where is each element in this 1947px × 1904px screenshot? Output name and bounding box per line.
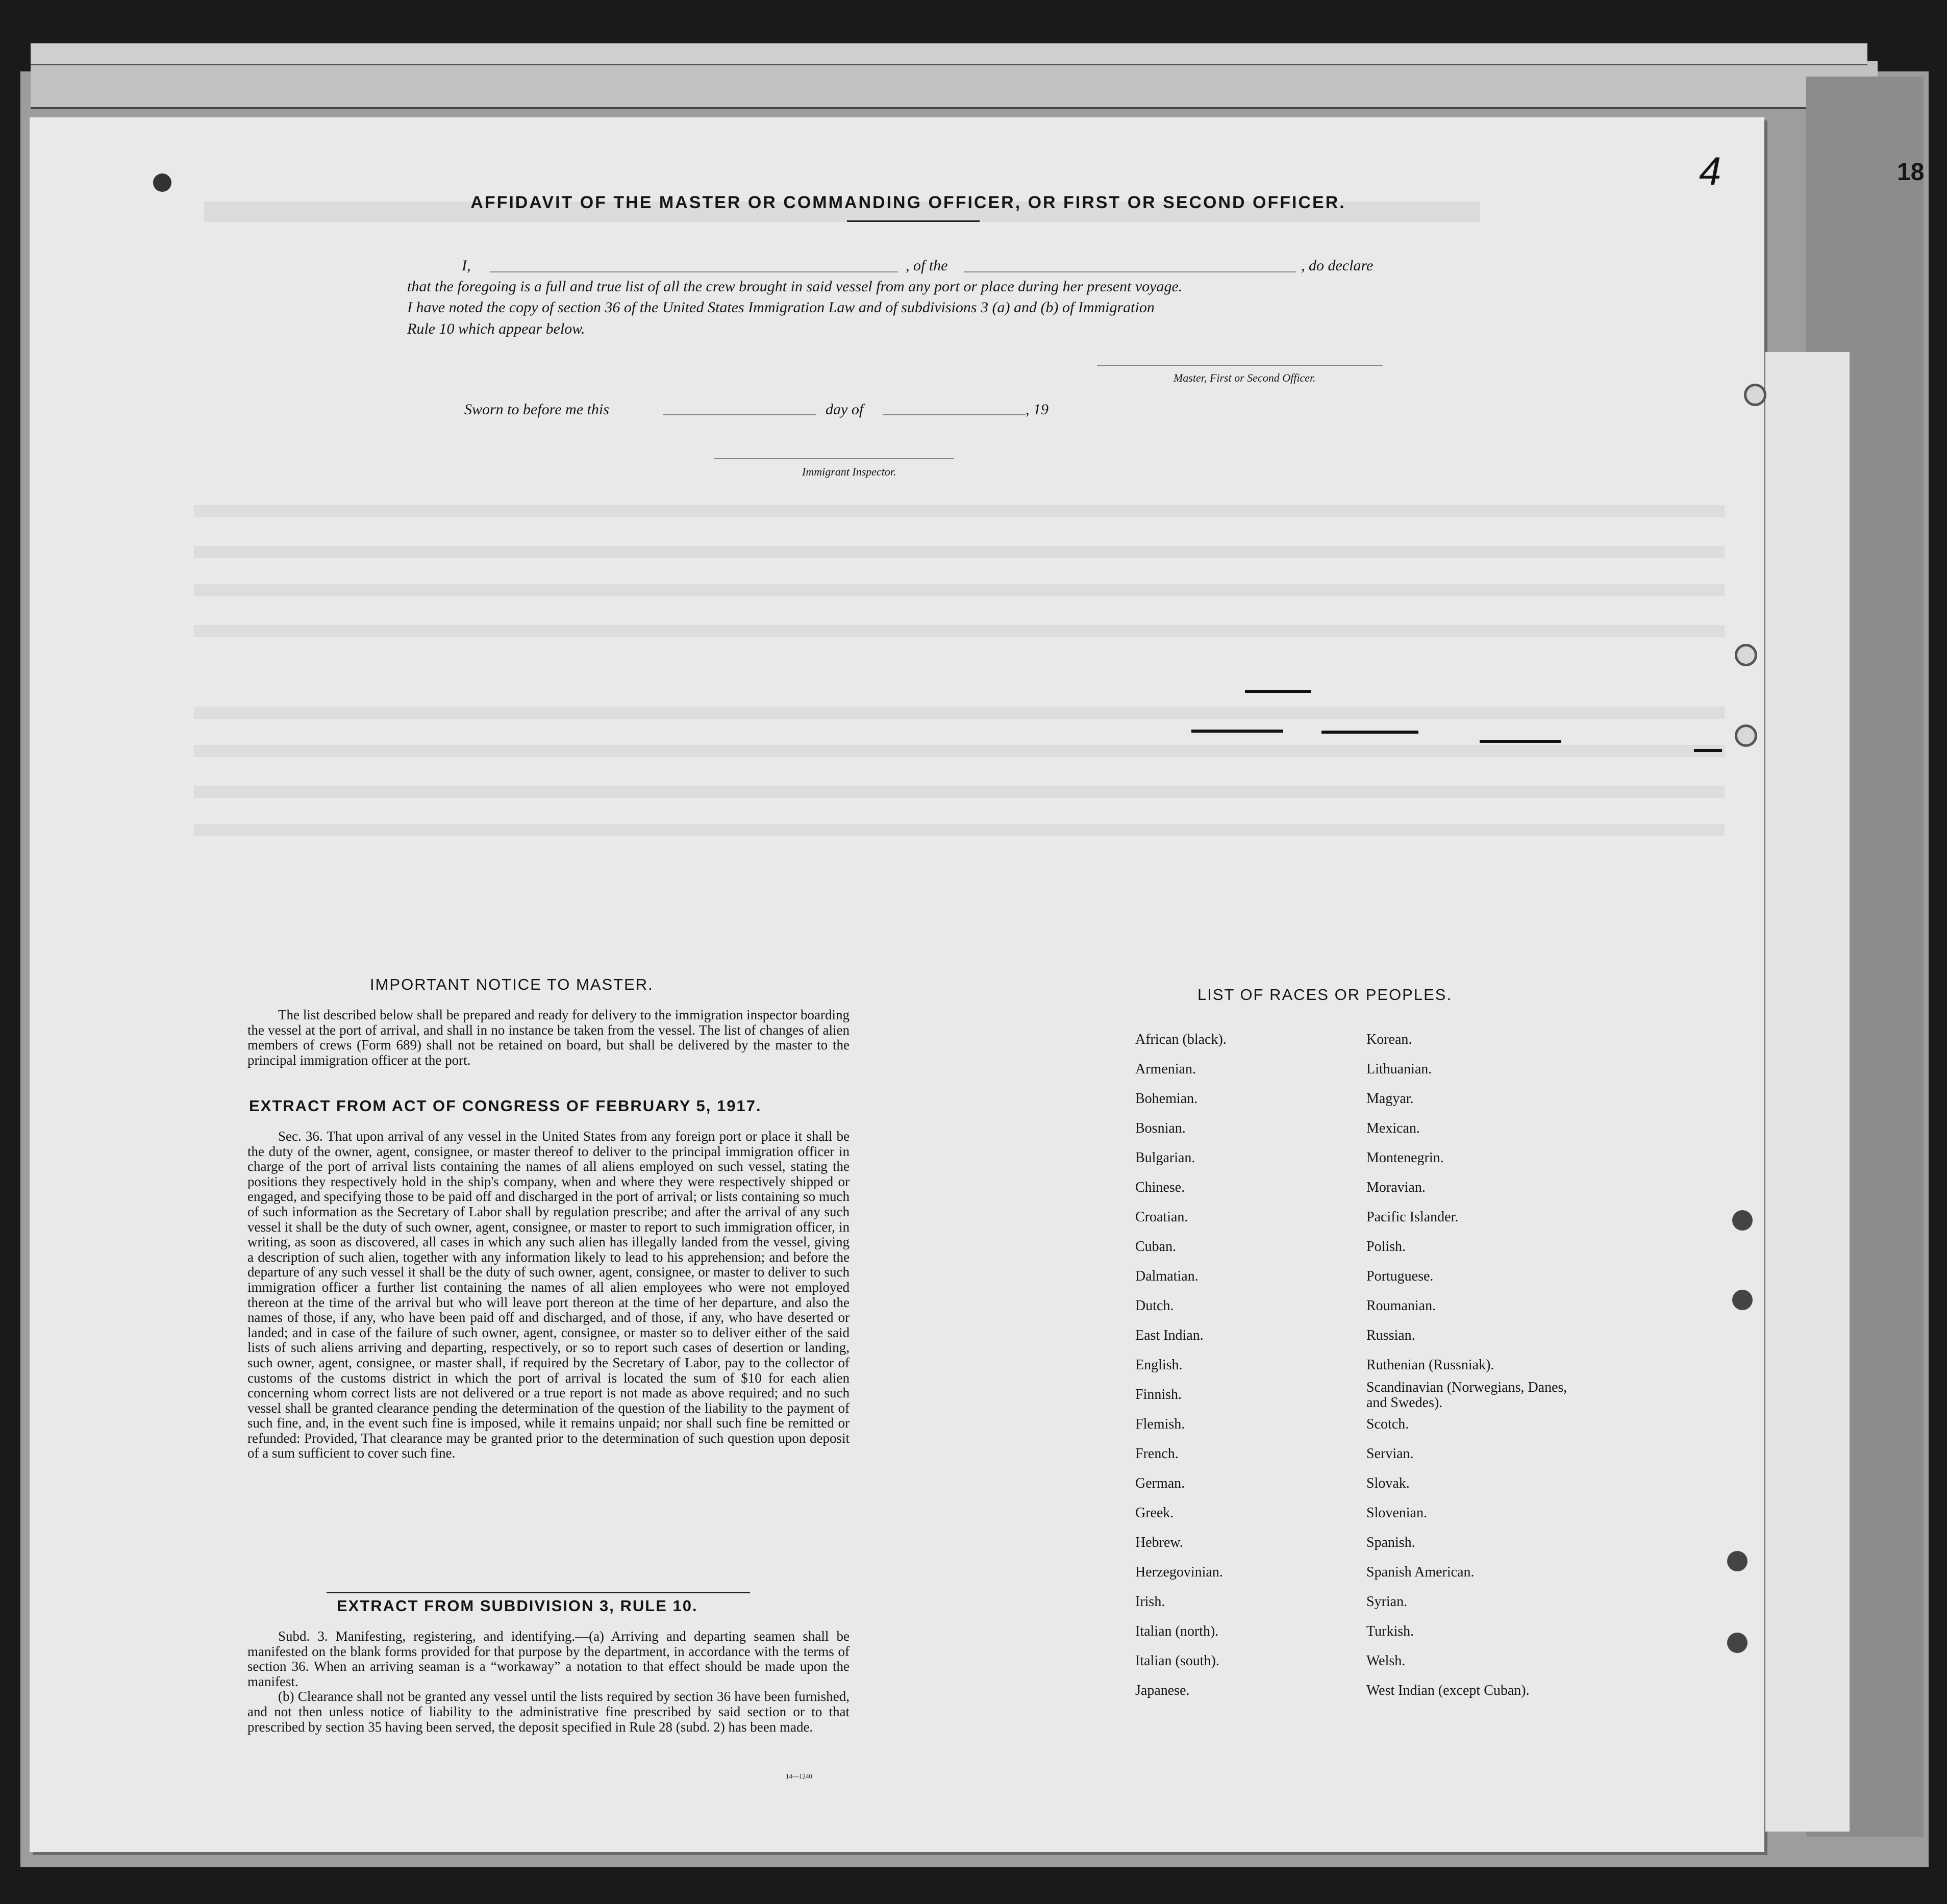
- race-item: French.: [1135, 1446, 1179, 1462]
- name-blank[interactable]: [490, 271, 898, 272]
- form-number: 14—1240: [786, 1772, 812, 1780]
- page-number-mark: 4: [1699, 148, 1721, 193]
- rule-paragraph-a: Subd. 3. Manifesting, registering, and identifying.—(a) Arriving and departing seamen shall be manifested on the blank forms provided for that purpose by the department, in accordance with the terms of section 36. When an arriving seaman is a “workaway” a notation to that effect should be made upon the manifest.: [247, 1629, 850, 1689]
- page-tab: [1765, 352, 1850, 1832]
- race-item: Irish.: [1135, 1594, 1165, 1610]
- race-item: Magyar.: [1366, 1091, 1414, 1107]
- inspector-signature-line[interactable]: [714, 458, 954, 459]
- race-item: Scotch.: [1366, 1416, 1409, 1432]
- punch-hole: [1732, 1290, 1753, 1310]
- notice-title: IMPORTANT NOTICE TO MASTER.: [370, 975, 654, 993]
- race-item: Turkish.: [1366, 1623, 1414, 1639]
- race-item: Italian (south).: [1135, 1653, 1219, 1669]
- affidavit-title: AFFIDAVIT OF THE MASTER OR COMMANDING OFFICER, OR FIRST OR SECOND OFFICER.: [470, 193, 1346, 212]
- race-item: Croatian.: [1135, 1209, 1188, 1225]
- race-item: Roumanian.: [1366, 1298, 1436, 1314]
- races-title: LIST OF RACES OR PEOPLES.: [1197, 986, 1453, 1004]
- race-item: Greek.: [1135, 1505, 1174, 1521]
- rule-extract-title: EXTRACT FROM SUBDIVISION 3, RULE 10.: [337, 1597, 698, 1615]
- race-item: Bohemian.: [1135, 1091, 1198, 1107]
- race-item: Chinese.: [1135, 1180, 1185, 1195]
- act-paragraph: Sec. 36. That upon arrival of any vessel in the United States from any foreign port or place it shall be the duty of the owner, agent, consignee, or master thereof to deliver to the principal immigration officer in charge of the port of arrival lists containing the names of all aliens employed on such vessel, stating the positions they respectively hold in the ship's company, when and where they were respectively shipped or engaged, and specifying those to be paid off and discharged in the port of arrival; or lists containing so much of such information as the Secretary of Labor shall by regulation prescribe; and after the arrival of any such vessel it shall be the duty of such owner, agent, consignee, or master to report to such immigration officer, in writing, as soon as discovered, all cases in which any such alien has illegally landed from the vessel, giving a description of such alien, together with any information likely to lead to his apprehension; and before the departure of any such vessel it shall be the duty of such owner, agent, consignee, or master to deliver to such immigration officer a further list containing the names of all alien employees who were not employed thereon at the time of the arrival but who will leave port thereon at the time of her departure, and also the names of those, if any, who have been paid off and discharged, and of those, if any, who have deserted or landed; and in case of the failure of such owner, agent, consignee, or master so to deliver either of the said lists of such aliens arriving and departing, respectively, or so to report such cases of desertion or landing, such owner, agent, consignee, or master shall, if required by the Secretary of Labor, pay to the collector of customs of the customs district in which the port of arrival is located the sum of $10 for each alien concerning whom correct lists are not delivered or a true report is not made as above required; and no such vessel shall be granted clearance pending the determination of the question of the liability to the payment of such fine, and, in the event such fine is imposed, while it remains unpaid; nor shall such fine be remitted or refunded: Provided, That clearance may be granted prior to the determination of such question upon deposit of a sum sufficient to cover such fine.: [247, 1129, 850, 1461]
- races-right-column: [1366, 1025, 1581, 1706]
- race-item: Ruthenian (Russniak).: [1366, 1357, 1494, 1373]
- rule-extract-body: [247, 1629, 850, 1735]
- race-item: Bosnian.: [1135, 1120, 1186, 1136]
- race-item: Pacific Islander.: [1366, 1209, 1459, 1225]
- race-item: Syrian.: [1366, 1594, 1408, 1610]
- bleed-through: [194, 625, 1725, 637]
- sheet-edge-top: [31, 43, 1867, 65]
- bleed-through: [194, 707, 1725, 719]
- races-left-column: [1135, 1025, 1227, 1706]
- affidavit-i: I,: [462, 257, 471, 274]
- edge-number-mark: 18: [1897, 159, 1925, 186]
- year-prefix: , 19: [1026, 401, 1049, 418]
- notice-body: [247, 1008, 850, 1068]
- punch-hole: [1727, 1633, 1748, 1653]
- ink-mark: [1191, 730, 1283, 733]
- race-item: Welsh.: [1366, 1653, 1406, 1669]
- race-item: East Indian.: [1135, 1327, 1204, 1343]
- affidavit-line-4: Rule 10 which appear below.: [407, 320, 585, 337]
- notice-paragraph: The list described below shall be prepared and ready for delivery to the immigration inspector boarding the vessel at the port of arrival, and shall in no instance be taken from the vessel. The list of changes of alien members of crews (Form 689) shall not be retained on board, but shall be delivered by the master to the principal immigration officer at the port.: [247, 1007, 850, 1068]
- race-item: Russian.: [1366, 1327, 1415, 1343]
- master-signature-label: Master, First or Second Officer.: [1174, 371, 1316, 384]
- race-item: Montenegrin.: [1366, 1150, 1444, 1166]
- race-item: Polish.: [1366, 1239, 1406, 1255]
- punch-hole: [1732, 1210, 1753, 1231]
- punch-hole: [1735, 724, 1757, 747]
- inspector-label: Immigrant Inspector.: [802, 465, 896, 478]
- bleed-through: [194, 505, 1725, 517]
- race-item: Spanish American.: [1366, 1564, 1475, 1580]
- race-item: Dutch.: [1135, 1298, 1174, 1314]
- race-item: Herzegovinian.: [1135, 1564, 1223, 1580]
- race-item: Slovenian.: [1366, 1505, 1427, 1521]
- race-item: Armenian.: [1135, 1061, 1196, 1077]
- race-item: Korean.: [1366, 1032, 1412, 1047]
- bleed-through: [194, 824, 1725, 836]
- bleed-through: [194, 584, 1725, 596]
- race-item: English.: [1135, 1357, 1183, 1373]
- bleed-through: [194, 745, 1725, 757]
- affidavit-line-3: I have noted the copy of section 36 of the United States Immigration Law and of subdivisions 3 (a) and (b) of Immigration: [407, 299, 1155, 316]
- ink-mark: [1245, 690, 1311, 693]
- race-item: Spanish.: [1366, 1535, 1415, 1550]
- bleed-through: [194, 546, 1725, 558]
- race-item: Slovak.: [1366, 1475, 1410, 1491]
- section-divider: [327, 1592, 750, 1593]
- rule-paragraph-b: (b) Clearance shall not be granted any vessel until the lists required by section 36 have been furnished, and not then unless notice of liability to the administrative fine prescribed by said section or to that prescribed by section 35 having been served, the deposit specified in Rule 28 (subd. 2) has been made.: [247, 1689, 850, 1735]
- race-item: Moravian.: [1366, 1180, 1426, 1195]
- affidavit-declare: , do declare: [1301, 257, 1374, 274]
- race-item: Italian (north).: [1135, 1623, 1219, 1639]
- act-extract-body: [247, 1129, 850, 1461]
- sheet-edge: [31, 61, 1878, 109]
- act-extract-title: EXTRACT FROM ACT OF CONGRESS OF FEBRUARY 5, 1917.: [249, 1097, 762, 1115]
- race-item: Portuguese.: [1366, 1268, 1434, 1284]
- sworn-day-blank[interactable]: [663, 414, 816, 415]
- race-item: Lithuanian.: [1366, 1061, 1432, 1077]
- punch-hole: [1735, 644, 1757, 666]
- race-item: Japanese.: [1135, 1683, 1190, 1698]
- sworn-month-blank[interactable]: [883, 414, 1026, 415]
- ink-blot: [153, 173, 171, 192]
- race-item: Cuban.: [1135, 1239, 1177, 1255]
- ink-mark: [1321, 731, 1418, 734]
- sworn-text: Sworn to before me this: [464, 401, 609, 418]
- race-item: Scandinavian (Norwegians, Danes, and Swedes).: [1366, 1380, 1567, 1411]
- race-item: Flemish.: [1135, 1416, 1185, 1432]
- bleed-through: [194, 786, 1725, 798]
- punch-hole: [1744, 384, 1766, 406]
- race-item: Hebrew.: [1135, 1535, 1183, 1550]
- race-item: Servian.: [1366, 1446, 1414, 1462]
- race-item: Finnish.: [1135, 1387, 1182, 1402]
- vessel-blank[interactable]: [964, 271, 1296, 272]
- master-signature-line[interactable]: [1097, 365, 1383, 366]
- affidavit-line-2: that the foregoing is a full and true list of all the crew brought in said vessel from any port or place during her present voyage.: [407, 278, 1183, 295]
- race-item: Mexican.: [1366, 1120, 1420, 1136]
- race-item: Dalmatian.: [1135, 1268, 1199, 1284]
- race-item: West Indian (except Cuban).: [1366, 1683, 1530, 1698]
- affidavit-of-the: , of the: [906, 257, 948, 274]
- ink-mark: [1694, 749, 1722, 752]
- punch-hole: [1727, 1551, 1748, 1571]
- day-of-text: day of: [826, 401, 864, 418]
- race-item: Bulgarian.: [1135, 1150, 1195, 1166]
- race-item: German.: [1135, 1475, 1185, 1491]
- race-item: African (black).: [1135, 1032, 1227, 1047]
- title-underline: [847, 220, 980, 222]
- ink-mark: [1480, 740, 1561, 743]
